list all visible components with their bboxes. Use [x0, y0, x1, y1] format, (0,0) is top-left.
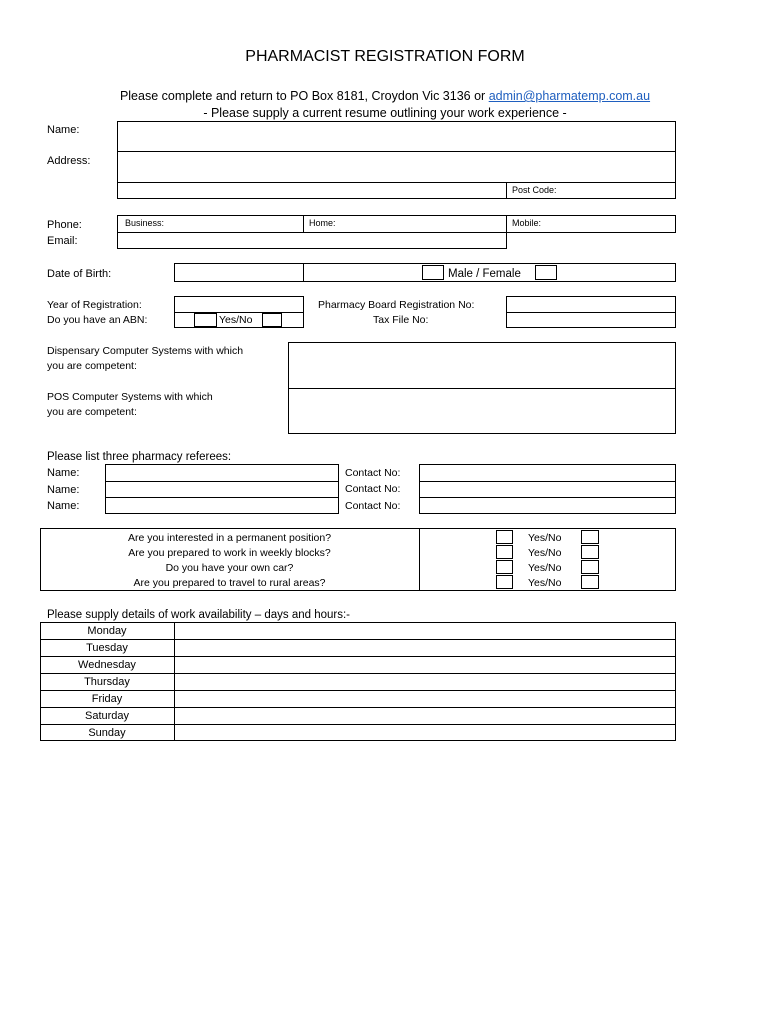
gender-label: Male / Female [448, 268, 521, 280]
address-field[interactable] [117, 151, 676, 183]
day-tuesday: Tuesday [86, 642, 128, 654]
referee-3-contact-field[interactable] [419, 497, 676, 514]
referees-heading: Please list three pharmacy referees: [47, 451, 232, 463]
question-rural-no-checkbox[interactable] [581, 575, 599, 589]
availability-thursday-field[interactable] [175, 674, 675, 690]
question-own-car-option: Yes/No [528, 562, 562, 574]
availability-wednesday-field[interactable] [175, 657, 675, 673]
day-thursday: Thursday [84, 676, 130, 688]
day-wednesday: Wednesday [78, 659, 136, 671]
availability-monday-field[interactable] [175, 623, 675, 639]
availability-saturday-field[interactable] [175, 708, 675, 724]
instructions-line-2: - Please supply a current resume outlining your work experience - [203, 106, 567, 120]
abn-option-label: Yes/No [219, 314, 253, 326]
pos-label-line-1: POS Computer Systems with which [47, 391, 213, 403]
question-permanent-option: Yes/No [528, 532, 562, 544]
referee-2-contact-label: Contact No: [345, 483, 401, 495]
dispensary-label-line-2: you are competent: [47, 360, 137, 372]
question-own-car-yes-checkbox[interactable] [496, 560, 513, 574]
email-link[interactable]: admin@pharmatemp.com.au [488, 89, 651, 103]
referee-1-contact-field[interactable] [419, 464, 676, 482]
question-permanent-no-checkbox[interactable] [581, 530, 599, 544]
referee-1-name-field[interactable] [105, 464, 339, 482]
availability-heading: Please supply details of work availability – days and hours:- [47, 609, 350, 621]
address-line-2-field[interactable] [117, 182, 507, 199]
name-field[interactable] [117, 121, 676, 152]
dispensary-label-line-1: Dispensary Computer Systems with which [47, 345, 244, 357]
day-friday: Friday [91, 693, 123, 705]
referee-2-name-field[interactable] [105, 481, 339, 498]
day-sunday: Sunday [88, 727, 126, 739]
dob-label: Date of Birth: [47, 268, 112, 280]
year-registration-label: Year of Registration: [47, 299, 142, 311]
availability-tuesday-field[interactable] [175, 640, 675, 656]
abn-label: Do you have an ABN: [47, 314, 148, 326]
pos-systems-field[interactable] [288, 388, 676, 434]
mobile-phone-label: Mobile: [512, 218, 542, 228]
home-phone-label: Home: [309, 218, 336, 228]
referee-3-name-field[interactable] [105, 497, 339, 514]
address-label: Address: [47, 155, 91, 167]
board-registration-label: Pharmacy Board Registration No: [318, 299, 475, 311]
instructions-text: Please complete and return to PO Box 8181, Croydon Vic 3136 or [119, 89, 489, 103]
instructions-line-1 [0, 89, 770, 103]
phone-label: Phone: [47, 219, 82, 231]
form-title: PHARMACIST REGISTRATION FORM [245, 48, 525, 65]
question-rural-option: Yes/No [528, 577, 562, 589]
abn-no-checkbox[interactable] [262, 313, 282, 327]
question-weekly-blocks-option: Yes/No [528, 547, 562, 559]
referee-3-contact-label: Contact No: [345, 500, 401, 512]
abn-yes-checkbox[interactable] [194, 313, 217, 327]
year-registration-field[interactable] [174, 296, 304, 313]
question-own-car-no-checkbox[interactable] [581, 560, 599, 574]
availability-friday-field[interactable] [175, 691, 675, 707]
female-checkbox[interactable] [535, 265, 557, 280]
question-rural-yes-checkbox[interactable] [496, 575, 513, 589]
question-permanent-yes-checkbox[interactable] [496, 530, 513, 544]
dob-field[interactable] [174, 263, 304, 282]
tax-file-field[interactable] [506, 312, 676, 328]
question-own-car-text: Do you have your own car? [165, 562, 294, 574]
referee-1-contact-label: Contact No: [345, 467, 401, 479]
name-label: Name: [47, 124, 80, 136]
referee-3-name-label: Name: [47, 500, 80, 512]
referee-2-name-label: Name: [47, 484, 80, 496]
availability-sunday-field[interactable] [175, 725, 675, 740]
tax-file-label: Tax File No: [373, 314, 429, 326]
pos-label-line-2: you are competent: [47, 406, 137, 418]
day-monday: Monday [87, 625, 127, 637]
email-field[interactable] [117, 232, 507, 249]
question-weekly-blocks-yes-checkbox[interactable] [496, 545, 513, 559]
business-phone-label: Business: [125, 218, 165, 228]
dispensary-systems-field[interactable] [288, 342, 676, 389]
day-saturday: Saturday [84, 710, 130, 722]
male-checkbox[interactable] [422, 265, 444, 280]
question-weekly-blocks-text: Are you prepared to work in weekly blocks? [128, 547, 331, 559]
post-code-label: Post Code: [512, 185, 557, 195]
board-registration-field[interactable] [506, 296, 676, 313]
question-weekly-blocks-no-checkbox[interactable] [581, 545, 599, 559]
question-permanent-text: Are you interested in a permanent position? [127, 532, 332, 544]
referee-1-name-label: Name: [47, 467, 80, 479]
referee-2-contact-field[interactable] [419, 481, 676, 498]
questions-divider [419, 528, 420, 591]
email-label: Email: [47, 235, 78, 247]
question-rural-text: Are you prepared to travel to rural areas? [133, 577, 326, 589]
